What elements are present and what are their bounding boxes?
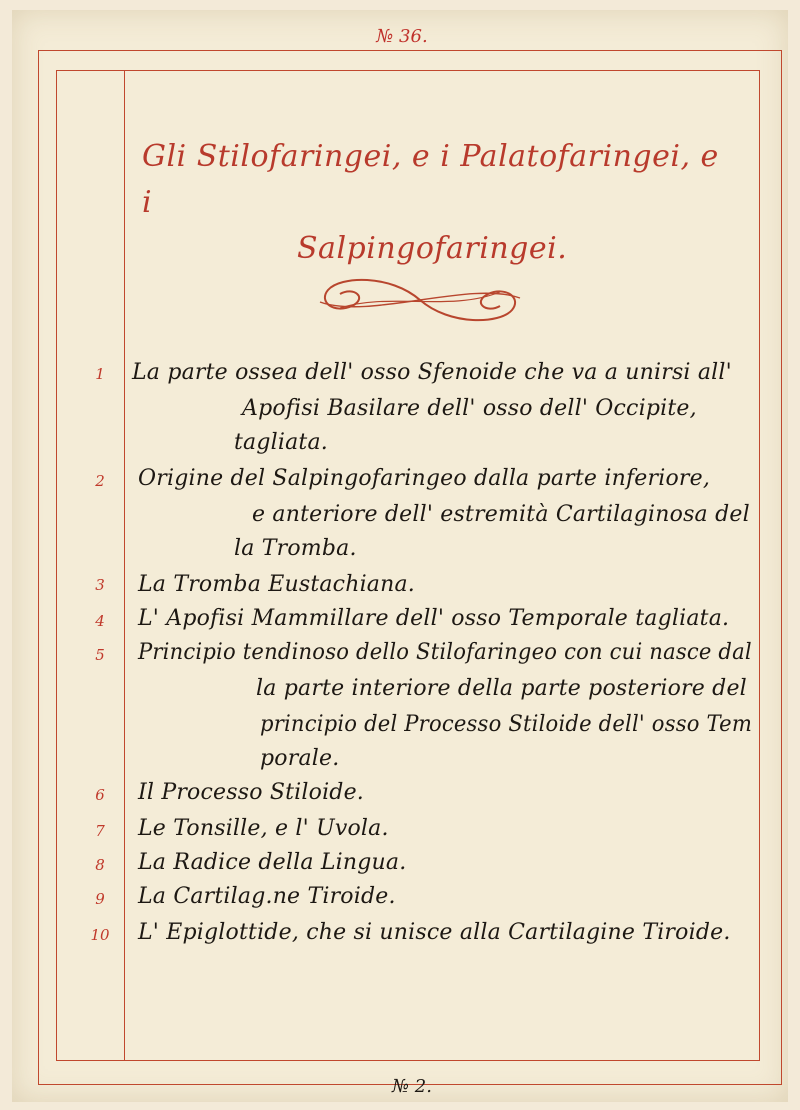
manuscript-page	[12, 10, 788, 1102]
item-text-line: L' Epiglottide, che si unisce alla Cartilagine Tiroide.	[138, 920, 731, 945]
item-number: 6	[95, 786, 105, 804]
item-text-line: Apofisi Basilare dell' osso dell' Occipite,	[242, 396, 697, 421]
title-line-2: Salpingofaringei.	[297, 231, 568, 266]
item-text-line: la parte interiore della parte posteriore del	[256, 676, 747, 701]
item-number: 10	[90, 926, 110, 944]
item-text-line: porale.	[260, 746, 340, 771]
item-number: 3	[95, 576, 105, 594]
item-text-line: L' Apofisi Mammillare dell' osso Temporale tagliata.	[138, 606, 730, 631]
page-number: № 36.	[376, 26, 428, 47]
item-number: 7	[95, 822, 105, 840]
item-text-line: Principio tendinoso dello Stilofaringeo con cui nasce dal	[138, 640, 752, 665]
item-text-line: e anteriore dell' estremità Cartilaginosa del	[252, 502, 750, 527]
item-number: 5	[95, 646, 105, 664]
item-text-line: tagliata.	[234, 430, 328, 455]
item-number: 9	[95, 890, 105, 908]
plate-number: № 2.	[392, 1076, 432, 1097]
item-text-line: principio del Processo Stiloide dell' osso Tem	[260, 712, 753, 737]
item-number: 2	[95, 472, 105, 490]
item-text-line: Origine del Salpingofaringeo dalla parte inferiore,	[138, 466, 711, 491]
item-text-line: La Radice della Lingua.	[138, 850, 407, 875]
item-number: 4	[95, 612, 105, 630]
calligraphic-flourish-icon	[300, 272, 540, 328]
page-title	[142, 134, 722, 272]
item-text-line: La parte ossea dell' osso Sfenoide che va a unirsi all'	[132, 360, 732, 385]
title-line-1: Gli Stilofaringei, e i Palatofaringei, e i	[142, 139, 719, 220]
item-text-line: Il Processo Stiloide.	[138, 780, 365, 805]
item-text-line: La Cartilag.ne Tiroide.	[138, 884, 396, 909]
margin-rule	[124, 70, 125, 1061]
item-text-line: Le Tonsille, e l' Uvola.	[138, 816, 389, 841]
item-number: 8	[95, 856, 105, 874]
item-number: 1	[95, 365, 105, 383]
item-text-line: la Tromba.	[234, 536, 357, 561]
item-text-line: La Tromba Eustachiana.	[138, 572, 416, 597]
